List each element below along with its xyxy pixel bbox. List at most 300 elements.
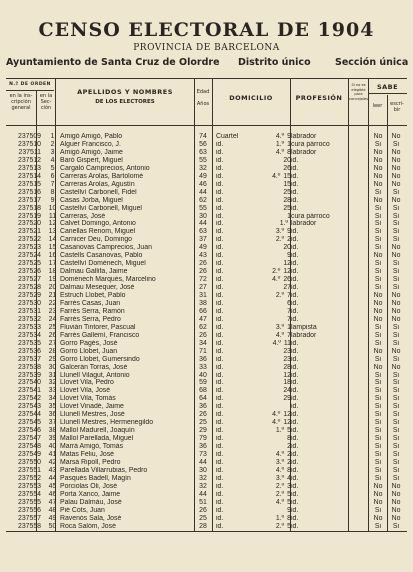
row-district <box>264 483 291 491</box>
row-elector-name: Matas Feliu, José <box>60 451 114 458</box>
row-district <box>264 276 291 284</box>
row-district-number: 25 <box>283 188 291 196</box>
row-sabe-escribir: No <box>391 244 401 252</box>
row-general-number: 237543 <box>18 403 41 411</box>
row-address: id. <box>216 236 224 244</box>
row-sabe-escribir: Si <box>392 331 400 339</box>
row-age: 36 <box>199 443 207 451</box>
row-section-number: 16 <box>48 252 57 260</box>
row-address: id. <box>216 204 224 212</box>
row-age: 38 <box>199 299 207 307</box>
row-address: id. <box>216 220 224 228</box>
row-district <box>264 197 291 205</box>
row-district-number: 7 <box>287 292 291 299</box>
row-sabe-escribir: No <box>391 172 401 180</box>
row-sabe-leer: No <box>373 514 383 522</box>
row-district <box>264 467 291 475</box>
row-address: id. <box>216 307 224 315</box>
row-section-number: 37 <box>48 419 57 427</box>
row-age: 44 <box>199 458 207 466</box>
row-age: 26 <box>199 411 207 419</box>
row-profession: id. <box>291 522 299 530</box>
row-district <box>264 348 291 356</box>
row-district <box>264 244 291 252</box>
row-sabe-escribir: Si <box>392 268 400 276</box>
row-age: 46 <box>199 180 207 188</box>
table-row <box>6 308 407 316</box>
row-profession: id. <box>291 506 299 514</box>
row-district-number: 2 <box>287 451 291 458</box>
row-district-number: 1 <box>287 323 291 331</box>
row-general-number: 237547 <box>18 435 41 443</box>
table-row <box>6 292 407 300</box>
header-orden-general: en la ins-cripción general <box>9 93 33 111</box>
header-edad-sub: Años <box>196 101 210 107</box>
row-profession: id. <box>291 315 299 323</box>
row-district <box>264 507 291 515</box>
row-age: 26 <box>199 260 207 268</box>
row-general-number: 237558 <box>18 522 41 530</box>
row-general-number: 237540 <box>18 379 41 387</box>
row-district <box>264 228 291 236</box>
row-profession: id. <box>291 204 299 212</box>
row-sabe-leer: Si <box>374 268 382 276</box>
row-section-number: 50 <box>48 522 57 530</box>
table-row <box>6 387 407 395</box>
row-profession: id. <box>291 172 299 180</box>
row-address: id. <box>216 411 224 419</box>
row-elector-name: Castells Casanovas, Pablo <box>60 252 143 260</box>
row-address: id. <box>216 260 224 268</box>
row-general-number: 237542 <box>18 395 41 403</box>
row-district-floor: 2.º <box>275 236 285 244</box>
row-general-number: 237525 <box>18 260 41 268</box>
row-district <box>264 181 291 189</box>
row-general-number: 237549 <box>18 451 41 458</box>
row-profession: id. <box>291 164 299 172</box>
row-sabe-escribir: No <box>391 180 401 188</box>
row-district-number: 12 <box>283 260 291 268</box>
row-profession: id. <box>291 403 299 411</box>
row-district <box>264 340 291 348</box>
row-section-number: 5 <box>50 164 55 172</box>
row-sabe-escribir: Si <box>392 339 400 347</box>
table-row <box>6 427 407 435</box>
row-address: id. <box>216 482 224 490</box>
row-sabe-escribir: Si <box>392 212 400 220</box>
row-sabe-leer: Si <box>374 443 382 451</box>
row-sabe-escribir: No <box>391 498 401 506</box>
row-district <box>264 379 291 387</box>
row-sabe-leer: No <box>373 196 383 204</box>
row-elector-name: Llunell Mestres, José <box>60 411 125 419</box>
row-elector-name: Parellada Villarrubias, Pedro <box>60 466 148 474</box>
row-section-number: 7 <box>50 180 55 188</box>
row-sabe-escribir: Si <box>392 228 400 236</box>
row-district-number: 2 <box>287 443 291 451</box>
row-section-number: 10 <box>48 204 57 212</box>
row-sabe-escribir: No <box>391 148 401 156</box>
row-section-number: 24 <box>48 315 57 323</box>
row-district-number: 23 <box>283 347 291 355</box>
row-general-number: 237528 <box>18 284 41 292</box>
row-profession: id. <box>291 371 299 379</box>
row-profession: id. <box>291 379 299 387</box>
row-general-number: 237557 <box>18 514 41 522</box>
row-district-floor: 3.º <box>275 474 285 482</box>
table-row <box>6 475 407 483</box>
row-district-floor: 4.º <box>272 339 281 347</box>
row-address: id. <box>216 180 224 188</box>
row-sabe-escribir: No <box>391 482 401 490</box>
row-section-number: 43 <box>48 466 57 474</box>
table-row <box>6 379 407 387</box>
row-general-number: 237529 <box>18 292 41 299</box>
row-sabe-leer: Si <box>374 451 382 458</box>
row-sabe-escribir: Si <box>392 355 400 363</box>
row-sabe-leer: No <box>373 363 383 371</box>
row-elector-name: Gorro Llobet, Juan <box>60 347 118 355</box>
table-row <box>6 356 407 364</box>
row-age: 74 <box>199 133 207 140</box>
row-section-number: 9 <box>50 196 55 204</box>
table-row <box>6 372 407 380</box>
row-elector-name: Gorro Pagés, José <box>60 339 118 347</box>
row-district-number: 12 <box>283 371 291 379</box>
row-profession: id. <box>291 156 299 164</box>
row-profession: id. <box>291 435 299 443</box>
row-district <box>264 205 291 213</box>
row-district-number: 9 <box>287 228 291 236</box>
row-district-floor: 3.º <box>275 228 285 236</box>
row-sabe-leer: No <box>373 133 383 140</box>
row-sabe-leer: No <box>373 148 383 156</box>
row-general-number: 237553 <box>18 482 41 490</box>
row-address: id. <box>216 339 224 347</box>
row-profession: id. <box>291 498 299 506</box>
row-age: 55 <box>199 156 207 164</box>
table-row <box>6 515 407 523</box>
row-age: 72 <box>199 276 207 284</box>
row-elector-name: Palau Dalmáu, José <box>60 498 122 506</box>
row-age: 73 <box>199 451 207 458</box>
row-sabe-leer: Si <box>374 236 382 244</box>
row-district-floor: 1.º <box>275 514 285 522</box>
row-profession: cura párroco <box>291 140 330 148</box>
row-district-number: 1 <box>287 212 291 220</box>
row-age: 25 <box>199 514 207 522</box>
row-sabe-leer: Si <box>374 331 382 339</box>
row-elector-name: Doménech Marqués, Marcelino <box>60 276 156 284</box>
row-sabe-escribir: Si <box>392 403 400 411</box>
row-section-number: 11 <box>48 212 57 220</box>
row-profession: id. <box>291 244 299 252</box>
table-row <box>6 348 407 356</box>
row-district-number: 26 <box>283 164 291 172</box>
row-sabe-leer: No <box>373 164 383 172</box>
row-sabe-escribir: Si <box>392 443 400 451</box>
row-district-number: 27 <box>283 284 291 292</box>
table-row <box>6 141 407 149</box>
row-profession: id. <box>291 307 299 315</box>
row-section-number: 18 <box>48 268 57 276</box>
row-district-number: 5 <box>287 490 291 498</box>
row-district-number: 5 <box>287 522 291 530</box>
row-section-number: 38 <box>48 427 57 435</box>
row-district-floor: 4.º <box>272 419 281 427</box>
row-elector-name: Alguer Francisco, J. <box>60 140 121 148</box>
row-district-number: 3 <box>287 482 291 490</box>
table-row <box>6 133 407 141</box>
row-profession: id. <box>291 443 299 451</box>
row-profession: id. <box>291 188 299 196</box>
row-district <box>264 523 291 531</box>
row-general-number: 237527 <box>18 276 41 284</box>
row-section-number: 48 <box>48 506 57 514</box>
row-general-number: 237526 <box>18 268 41 276</box>
row-section-number: 33 <box>48 387 57 395</box>
row-district <box>264 149 291 157</box>
row-section-number: 17 <box>48 260 57 268</box>
row-sabe-escribir: Si <box>392 220 400 228</box>
row-sabe-leer: Si <box>374 140 382 148</box>
row-district <box>264 252 291 260</box>
row-section-number: 1 <box>50 133 55 140</box>
row-age: 36 <box>199 403 207 411</box>
row-elector-name: Castellví Doménech, Miguel <box>60 260 146 268</box>
row-address: id. <box>216 164 224 172</box>
row-district-number: 7 <box>287 307 291 315</box>
row-address: id. <box>216 292 224 299</box>
row-district <box>264 324 291 332</box>
row-address: id. <box>216 276 224 284</box>
row-district <box>264 372 291 380</box>
row-elector-name: Carreras Arolas, Agustín <box>60 180 135 188</box>
row-profession: id. <box>291 474 299 482</box>
row-district <box>264 268 291 276</box>
row-district <box>264 419 291 427</box>
row-elector-name: Ravenós Sala, José <box>60 514 122 522</box>
row-age: 28 <box>199 522 207 530</box>
row-elector-name: Carreras, José <box>60 212 106 220</box>
row-district-number: 1 <box>287 140 291 148</box>
row-profession: id. <box>291 514 299 522</box>
row-sabe-escribir: No <box>391 347 401 355</box>
row-profession: id. <box>291 387 299 395</box>
row-elector-name: Marsá Ripoll, Pedro <box>60 458 121 466</box>
row-elector-name: Cargaló Camprecios, Antonio <box>60 164 150 172</box>
row-general-number: 237541 <box>18 387 41 395</box>
row-sabe-escribir: No <box>391 156 401 164</box>
row-district <box>264 427 291 435</box>
row-sabe-leer: Si <box>374 435 382 443</box>
row-sabe-escribir: Si <box>392 458 400 466</box>
row-section-number: 45 <box>48 482 57 490</box>
row-district <box>264 387 291 395</box>
row-age: 63 <box>199 228 207 236</box>
row-district-floor: 4.º <box>272 172 281 180</box>
row-age: 30 <box>199 212 207 220</box>
row-address: id. <box>216 299 224 307</box>
row-general-number: 237554 <box>18 490 41 498</box>
row-age: 30 <box>199 466 207 474</box>
row-general-number: 237517 <box>18 196 41 204</box>
row-district-number: 5 <box>287 498 291 506</box>
row-age: 43 <box>199 252 207 260</box>
row-sabe-leer: Si <box>374 371 382 379</box>
row-age: 31 <box>199 292 207 299</box>
row-address: id. <box>216 490 224 498</box>
row-district-floor: 4.º <box>272 411 281 419</box>
row-profession: id. <box>291 276 299 284</box>
row-sabe-leer: Si <box>374 355 382 363</box>
row-age: 32 <box>199 164 207 172</box>
table-row <box>6 467 407 475</box>
row-age: 37 <box>199 236 207 244</box>
row-section-number: 46 <box>48 490 57 498</box>
row-section-number: 40 <box>48 443 57 451</box>
header-orden-seccion: en la Sec-ción <box>39 93 53 111</box>
row-sabe-leer: Si <box>374 212 382 220</box>
header-profesion: PROFESIÓN <box>295 94 343 102</box>
row-age: 29 <box>199 427 207 435</box>
row-sabe-leer: Si <box>374 466 382 474</box>
divider <box>212 79 213 125</box>
row-section-number: 8 <box>50 188 55 196</box>
row-sabe-leer: Si <box>374 260 382 268</box>
table-row <box>6 189 407 197</box>
row-address: id. <box>216 228 224 236</box>
row-district-floor: 4.º <box>275 451 285 458</box>
row-district-number: 29 <box>283 395 291 403</box>
row-address: id. <box>216 347 224 355</box>
row-district <box>264 443 291 451</box>
row-district-floor: 4.º <box>275 148 285 156</box>
row-general-number: 237546 <box>18 427 41 435</box>
row-sabe-escribir: No <box>391 514 401 522</box>
table-row <box>6 181 407 189</box>
row-general-number: 237511 <box>18 148 41 156</box>
row-address: id. <box>216 458 224 466</box>
row-section-number: 12 <box>48 220 57 228</box>
table-row <box>6 507 407 515</box>
row-district-number: 26 <box>283 276 291 284</box>
row-district <box>264 332 291 340</box>
row-district <box>264 173 291 181</box>
row-section-number: 19 <box>48 276 57 284</box>
row-sabe-leer: Si <box>374 474 382 482</box>
row-general-number: 237516 <box>18 188 41 196</box>
row-profession: id. <box>291 228 299 236</box>
row-sabe-leer: Si <box>374 244 382 252</box>
row-elector-name: Llovet Vila, Pedro <box>60 379 114 387</box>
row-section-number: 30 <box>48 363 57 371</box>
row-district-floor: 3.º <box>275 323 285 331</box>
row-age: 27 <box>199 284 207 292</box>
row-section-number: 22 <box>48 299 57 307</box>
row-district <box>264 260 291 268</box>
table-row <box>6 205 407 213</box>
table-row <box>6 268 407 276</box>
row-age: 40 <box>199 371 207 379</box>
row-profession: labrador <box>291 133 317 140</box>
row-age: 33 <box>199 363 207 371</box>
row-district-floor: 4.º <box>272 276 281 284</box>
row-sabe-escribir: No <box>391 164 401 172</box>
row-district-number: 18 <box>283 379 291 387</box>
row-general-number: 237545 <box>18 419 41 427</box>
row-district-floor: 2.º <box>275 482 285 490</box>
table-row <box>6 451 407 459</box>
header-elegible: Si no es elegible para concejales <box>349 83 368 101</box>
table-row <box>6 236 407 244</box>
row-age: 26 <box>199 506 207 514</box>
row-district-number: 20 <box>283 244 291 252</box>
row-address: id. <box>216 427 224 435</box>
row-elector-name: Porciolas Oli, José <box>60 482 118 490</box>
row-address: id. <box>216 148 224 156</box>
row-district-floor: 1.º <box>279 220 288 228</box>
row-sabe-leer: Si <box>374 387 382 395</box>
row-profession: labrador <box>291 148 317 156</box>
table-row <box>6 483 407 491</box>
row-address: id. <box>216 355 224 363</box>
row-general-number: 237531 <box>18 307 41 315</box>
row-section-number: 29 <box>48 355 57 363</box>
row-sabe-leer: No <box>373 252 383 260</box>
row-address: id. <box>216 379 224 387</box>
row-address: id. <box>216 140 224 148</box>
table-row <box>6 443 407 451</box>
row-age: 64 <box>199 395 207 403</box>
row-section-number: 44 <box>48 474 57 482</box>
row-elector-name: Porta Xanco, Jaime <box>60 490 121 498</box>
row-sabe-leer: No <box>373 180 383 188</box>
row-address: id. <box>216 252 224 260</box>
municipality-heading: Ayuntamiento de Santa Cruz de Olordre <box>6 57 220 68</box>
table-row <box>6 316 407 324</box>
row-general-number: 237515 <box>18 180 41 188</box>
row-profession: cura párroco <box>291 212 330 220</box>
row-district-floor: 4.º <box>275 133 285 140</box>
row-district-floor: 1.º <box>275 427 285 435</box>
row-district-number: 23 <box>283 355 291 363</box>
row-general-number: 237535 <box>18 339 41 347</box>
row-elector-name: Farrés Casas, Juan <box>60 299 121 307</box>
row-district <box>264 435 291 443</box>
row-district-number: 28 <box>283 363 291 371</box>
row-general-number: 237514 <box>18 172 41 180</box>
row-elector-name: Carreras Arolas, Bartolomé <box>60 172 144 180</box>
row-district <box>264 403 291 411</box>
row-general-number: 237523 <box>18 244 41 252</box>
row-district-number: 11 <box>283 339 291 347</box>
row-age: 68 <box>199 387 207 395</box>
row-age: 34 <box>199 339 207 347</box>
row-age: 32 <box>199 482 207 490</box>
district-heading: Distrito único <box>238 57 311 68</box>
row-age: 55 <box>199 204 207 212</box>
row-profession: id. <box>291 427 299 435</box>
row-general-number: 237522 <box>18 236 41 244</box>
row-sabe-escribir: Si <box>392 236 400 244</box>
row-general-number: 237509 <box>18 133 41 140</box>
row-section-number: 6 <box>50 172 55 180</box>
table-row <box>6 220 407 228</box>
row-profession: id. <box>291 466 299 474</box>
row-section-number: 34 <box>48 395 57 403</box>
row-section-number: 15 <box>48 244 57 252</box>
